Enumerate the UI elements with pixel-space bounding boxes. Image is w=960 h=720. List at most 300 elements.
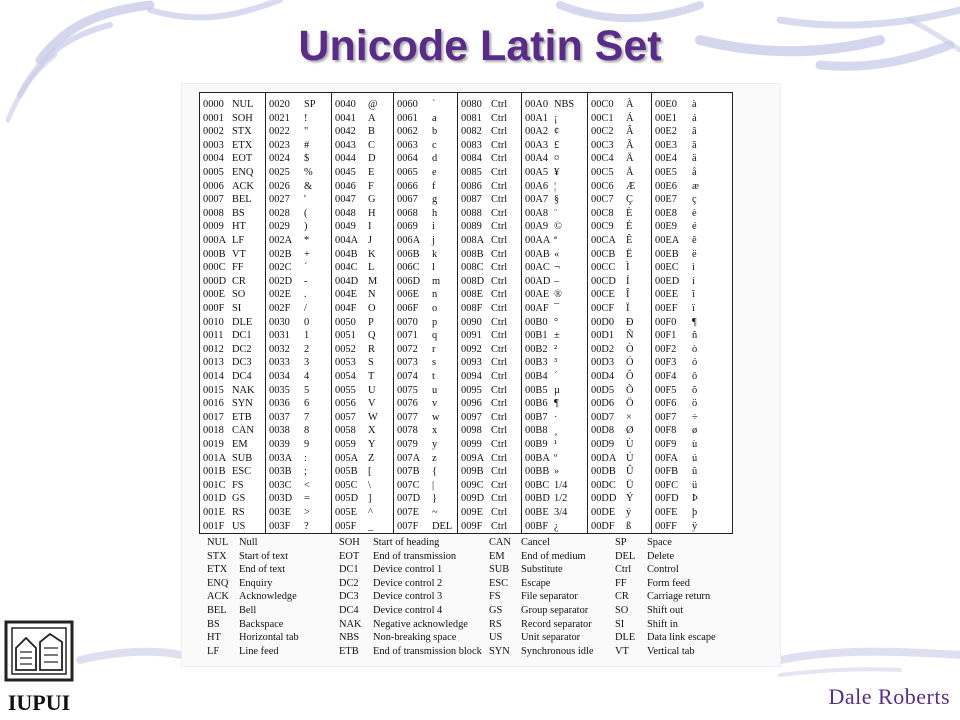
- code-point: 00D6: [591, 398, 615, 410]
- legend-description: Control: [647, 564, 679, 576]
- code-point: 00F3: [655, 357, 677, 369]
- legend-description: End of transmission: [373, 550, 457, 562]
- code-character: T: [368, 371, 375, 382]
- code-point: 00BB: [525, 466, 550, 478]
- code-character: 4: [304, 371, 310, 382]
- code-point: 00F2: [655, 343, 677, 355]
- code-row: [522, 139, 588, 153]
- code-row: [458, 193, 522, 207]
- code-row: [522, 193, 588, 207]
- code-row: [394, 275, 458, 289]
- code-character: Ctrl: [491, 180, 508, 192]
- code-point: 0054: [335, 371, 356, 382]
- code-character: Ctrl: [491, 112, 508, 124]
- legend-description: Device control 1: [373, 564, 443, 576]
- code-character: Ctrl: [491, 153, 508, 165]
- code-character: 6: [304, 398, 310, 410]
- code-row: [458, 397, 522, 411]
- code-point: 006F: [397, 303, 419, 314]
- code-point: 00AB: [525, 248, 550, 260]
- code-character: %: [304, 167, 313, 178]
- code-character: ú: [692, 452, 698, 464]
- code-point: 00EA: [655, 235, 680, 246]
- code-row: [332, 384, 394, 398]
- code-point: 00C5: [591, 167, 614, 178]
- code-row: [266, 166, 332, 180]
- code-row: [332, 125, 394, 139]
- code-point: 0057: [335, 411, 356, 423]
- code-character: Ctrl: [491, 289, 508, 301]
- legend-abbreviation: NBS: [339, 632, 360, 644]
- code-character: >: [304, 507, 310, 518]
- code-character: `: [432, 99, 436, 110]
- code-point: 00F0: [655, 316, 677, 328]
- code-row: [200, 506, 266, 520]
- code-row: [266, 275, 332, 289]
- code-character: H: [368, 207, 376, 219]
- code-point: 002D: [269, 275, 293, 287]
- code-character: 1/4: [554, 479, 568, 491]
- code-point: 0078: [397, 425, 418, 437]
- code-character: Ctrl: [491, 384, 508, 396]
- code-character: w: [432, 411, 440, 423]
- code-point: 0039: [269, 439, 290, 450]
- code-point: 003A: [269, 452, 293, 464]
- code-point: 00C1: [591, 112, 614, 124]
- code-character: ù: [692, 439, 698, 450]
- code-character: Ï: [626, 303, 630, 314]
- code-character: ¡: [554, 112, 558, 124]
- code-character: Ý: [626, 493, 634, 505]
- code-point: 009E: [461, 507, 483, 518]
- code-row: [588, 424, 652, 438]
- code-row: [652, 479, 732, 493]
- code-point: 0086: [461, 180, 482, 192]
- code-point: 0076: [397, 398, 418, 410]
- code-point: 006D: [397, 275, 421, 287]
- code-row: [200, 384, 266, 398]
- code-row: [522, 288, 588, 302]
- code-character: DC1: [232, 330, 252, 342]
- code-character: ¹: [554, 439, 558, 450]
- code-point: 0004: [203, 153, 224, 165]
- code-point: 0058: [335, 425, 356, 437]
- code-character: .: [304, 289, 307, 301]
- code-point: 004F: [335, 303, 357, 314]
- code-point: 00C6: [591, 180, 614, 192]
- code-row: [266, 248, 332, 262]
- code-character: =: [304, 493, 310, 505]
- code-row: [652, 370, 732, 384]
- code-character: CR: [232, 275, 246, 287]
- code-character: Ü: [626, 479, 634, 491]
- code-point: 0036: [269, 398, 290, 410]
- code-character: Ñ: [626, 330, 634, 342]
- code-point: 00B8: [525, 425, 548, 437]
- code-row: [332, 302, 394, 316]
- code-row: [332, 261, 394, 275]
- code-character: O: [368, 303, 376, 314]
- code-point: 009A: [461, 452, 485, 464]
- code-character: Ð: [626, 316, 634, 328]
- code-character: ¥: [554, 167, 560, 178]
- code-row: [588, 139, 652, 153]
- code-character: Ctrl: [491, 207, 508, 219]
- code-point: 003F: [269, 520, 291, 532]
- code-point: 00B1: [525, 330, 548, 342]
- code-row: [332, 438, 394, 452]
- code-character: ¶: [554, 398, 559, 410]
- legend-abbreviation: RS: [489, 618, 502, 630]
- code-point: 0067: [397, 194, 418, 206]
- code-row: [458, 356, 522, 370]
- code-point: 0066: [397, 180, 418, 192]
- code-row: [522, 98, 588, 112]
- code-point: 0016: [203, 398, 224, 410]
- code-row: [458, 180, 522, 194]
- code-point: 009C: [461, 479, 484, 491]
- code-point: 008B: [461, 248, 484, 260]
- code-row: [522, 438, 588, 452]
- code-character: EOT: [232, 153, 253, 165]
- code-row: [652, 506, 732, 520]
- code-point: 00A0: [525, 99, 549, 110]
- code-point: 00D2: [591, 343, 615, 355]
- code-character: @: [368, 99, 378, 110]
- code-point: 0015: [203, 384, 224, 396]
- code-character: ¦: [554, 180, 557, 192]
- code-point: 0082: [461, 126, 482, 138]
- code-point: 005D: [335, 493, 359, 505]
- legend-abbreviation: DC1: [339, 564, 359, 576]
- code-point: 001B: [203, 466, 226, 478]
- code-point: 006A: [397, 235, 421, 246]
- code-character: æ: [692, 180, 699, 192]
- code-row: [332, 234, 394, 248]
- code-row: [200, 98, 266, 112]
- code-point: 0090: [461, 316, 482, 328]
- code-character: U: [368, 384, 376, 396]
- code-character: Ë: [626, 248, 633, 260]
- code-point: 0079: [397, 439, 418, 450]
- code-point: 000B: [203, 248, 226, 260]
- code-character: 9: [304, 439, 310, 450]
- code-row: [458, 465, 522, 479]
- code-character: <: [304, 479, 310, 491]
- code-row: [458, 424, 522, 438]
- code-point: 00A2: [525, 126, 549, 138]
- code-character: 0: [304, 316, 310, 328]
- code-character: ¿: [554, 520, 559, 532]
- code-character: RS: [232, 507, 245, 518]
- code-row: [200, 492, 266, 506]
- code-character: ô: [692, 371, 698, 382]
- code-point: 004E: [335, 289, 357, 301]
- code-character: p: [432, 316, 438, 328]
- code-point: 0093: [461, 357, 482, 369]
- code-row: [332, 139, 394, 153]
- code-character: A: [368, 112, 376, 124]
- code-row: [458, 166, 522, 180]
- code-character: DLE: [232, 316, 253, 328]
- code-table: [199, 92, 733, 534]
- code-row: [522, 220, 588, 234]
- code-point: 003D: [269, 493, 293, 505]
- code-character: y: [432, 439, 438, 450]
- code-row: [522, 356, 588, 370]
- code-row: [266, 438, 332, 452]
- code-row: [652, 248, 732, 262]
- code-row: [266, 316, 332, 330]
- code-character: 2: [304, 343, 310, 355]
- code-character: Z: [368, 452, 375, 464]
- code-character: I: [368, 221, 372, 233]
- legend-description: Cancel: [521, 537, 550, 548]
- code-point: 00FC: [655, 479, 679, 491]
- code-point: 001C: [203, 479, 226, 491]
- code-row: [522, 166, 588, 180]
- code-row: [200, 343, 266, 357]
- code-row: [266, 452, 332, 466]
- code-character: Ctrl: [491, 371, 508, 382]
- code-column: [200, 93, 266, 533]
- code-character: ±: [554, 330, 560, 342]
- code-character: ¤: [554, 153, 560, 165]
- code-row: [394, 180, 458, 194]
- legend-description: Carriage return: [647, 591, 711, 603]
- code-character: !: [304, 112, 308, 124]
- legend-description: Escape: [521, 577, 551, 589]
- code-row: [394, 520, 458, 534]
- code-row: [266, 356, 332, 370]
- code-point: 00A4: [525, 153, 549, 165]
- code-row: [458, 275, 522, 289]
- code-character: ø: [692, 425, 698, 437]
- code-character: |: [432, 479, 435, 491]
- code-character: \: [368, 479, 371, 491]
- code-character: ä: [692, 153, 697, 165]
- code-row: [588, 207, 652, 221]
- code-point: 00BF: [525, 520, 549, 532]
- code-point: 00D1: [591, 330, 615, 342]
- code-character: Ctrl: [491, 275, 508, 287]
- code-row: [332, 112, 394, 126]
- code-point: 00EE: [655, 289, 679, 301]
- code-row: [522, 397, 588, 411]
- code-character: ü: [692, 479, 698, 491]
- legend-description: Substitute: [521, 564, 563, 576]
- legend-description: Device control 4: [373, 605, 443, 616]
- code-point: 003B: [269, 466, 292, 478]
- legend-description: Start of heading: [373, 537, 440, 548]
- code-character: v: [432, 398, 438, 410]
- code-character: 1/2: [554, 493, 568, 505]
- code-point: 004D: [335, 275, 359, 287]
- code-point: 0095: [461, 384, 482, 396]
- legend-description: Negative acknowledge: [373, 618, 468, 630]
- code-row: [522, 248, 588, 262]
- code-point: 0046: [335, 180, 356, 192]
- legend-abbreviation: NAK: [339, 618, 362, 630]
- code-point: 0012: [203, 343, 224, 355]
- code-point: 00B2: [525, 343, 548, 355]
- code-character: Ctrl: [491, 139, 508, 151]
- code-point: 0089: [461, 221, 482, 233]
- code-character: n: [432, 289, 438, 301]
- code-point: 0050: [335, 316, 356, 328]
- code-point: 0055: [335, 384, 356, 396]
- code-character: Õ: [626, 384, 634, 396]
- code-row: [200, 370, 266, 384]
- code-row: [588, 479, 652, 493]
- code-character: ê: [692, 235, 697, 246]
- code-row: [588, 166, 652, 180]
- code-character: x: [432, 425, 438, 437]
- code-character: ñ: [692, 330, 698, 342]
- legend-description: Group separator: [521, 605, 589, 616]
- legend-description: Form feed: [647, 577, 690, 589]
- code-row: [458, 370, 522, 384]
- code-row: [588, 275, 652, 289]
- code-point: 0017: [203, 411, 224, 423]
- code-point: 0006: [203, 180, 224, 192]
- iupui-logo: [4, 620, 74, 716]
- code-row: [200, 411, 266, 425]
- code-point: 00E3: [655, 139, 677, 151]
- code-row: [394, 302, 458, 316]
- code-row: [332, 248, 394, 262]
- code-point: 00AA: [525, 235, 551, 246]
- code-row: [266, 424, 332, 438]
- code-point: 00DA: [591, 452, 617, 464]
- legend-abbreviation: ETX: [207, 564, 228, 576]
- code-character: d: [432, 153, 438, 165]
- code-character: h: [432, 207, 438, 219]
- code-character: NBS: [554, 99, 575, 110]
- code-character: Ø: [626, 425, 634, 437]
- code-row: [458, 248, 522, 262]
- code-point: 00E5: [655, 167, 677, 178]
- code-row: [332, 465, 394, 479]
- code-row: [332, 152, 394, 166]
- code-character: à: [692, 99, 697, 110]
- code-character: }: [432, 493, 437, 505]
- code-point: 002B: [269, 248, 292, 260]
- code-row: [332, 220, 394, 234]
- code-character: SP: [304, 99, 316, 110]
- legend-description: Horizontal tab: [239, 632, 299, 644]
- code-character: ^: [368, 507, 373, 518]
- code-character: EM: [232, 439, 248, 450]
- code-row: [652, 465, 732, 479]
- code-point: 0070: [397, 316, 418, 328]
- code-point: 00AF: [525, 303, 549, 314]
- code-character: 7: [304, 411, 310, 423]
- code-point: 00E0: [655, 99, 677, 110]
- code-character: ¬: [554, 262, 560, 274]
- code-point: 003E: [269, 507, 291, 518]
- code-row: [266, 479, 332, 493]
- code-point: 00B9: [525, 439, 548, 450]
- code-character: r: [432, 343, 436, 355]
- code-row: [522, 465, 588, 479]
- code-column: [394, 93, 458, 533]
- code-row: [394, 370, 458, 384]
- code-point: 008F: [461, 303, 483, 314]
- code-row: [588, 152, 652, 166]
- code-character: Ú: [626, 452, 634, 464]
- legend-abbreviation: US: [489, 632, 503, 644]
- code-point: 005A: [335, 452, 359, 464]
- code-point: 00BC: [525, 479, 550, 491]
- code-character: ACK: [232, 180, 254, 192]
- code-row: [394, 424, 458, 438]
- code-character: Q: [368, 330, 376, 342]
- code-character: Ctrl: [491, 452, 508, 464]
- code-point: 0014: [203, 371, 224, 382]
- code-row: [394, 452, 458, 466]
- code-row: [652, 98, 732, 112]
- code-point: 0007: [203, 194, 224, 206]
- code-row: [394, 492, 458, 506]
- code-character: Ctrl: [491, 99, 508, 110]
- code-character: &: [304, 180, 313, 192]
- code-row: [588, 193, 652, 207]
- logo-text: IUPUI: [7, 690, 71, 715]
- code-point: 008E: [461, 289, 483, 301]
- code-point: 008C: [461, 262, 484, 274]
- code-point: 0064: [397, 153, 418, 165]
- legend-description: Synchronous idle: [521, 645, 594, 657]
- code-row: [588, 343, 652, 357]
- code-character: #: [304, 139, 310, 151]
- code-point: 00A6: [525, 180, 549, 192]
- code-row: [588, 370, 652, 384]
- code-column: [332, 93, 394, 533]
- code-character: §: [554, 194, 560, 206]
- code-character: Í: [626, 275, 630, 287]
- code-point: 00F4: [655, 371, 677, 382]
- code-point: 002F: [269, 303, 291, 314]
- code-character: ì: [692, 262, 695, 274]
- code-character: FS: [232, 479, 244, 491]
- code-character: «: [554, 248, 560, 260]
- code-row: [332, 397, 394, 411]
- legend-abbreviation: BEL: [207, 605, 227, 616]
- code-character: SO: [232, 289, 246, 301]
- code-point: 00C2: [591, 126, 614, 138]
- code-row: [652, 424, 732, 438]
- code-row: [200, 152, 266, 166]
- code-row: [588, 248, 652, 262]
- legend-description: End of medium: [521, 550, 586, 562]
- code-row: [332, 316, 394, 330]
- code-row: [458, 316, 522, 330]
- legend-abbreviation: DLE: [615, 632, 636, 644]
- code-row: [332, 356, 394, 370]
- code-row: [200, 125, 266, 139]
- code-point: 00E8: [655, 207, 677, 219]
- code-row: [458, 302, 522, 316]
- code-row: [588, 125, 652, 139]
- abbreviation-legend: [199, 536, 759, 661]
- code-row: [588, 98, 652, 112]
- code-point: 00FA: [655, 452, 678, 464]
- code-row: [652, 112, 732, 126]
- code-point: 00E7: [655, 194, 677, 206]
- code-row: [522, 207, 588, 221]
- code-character: Ctrl: [491, 493, 508, 505]
